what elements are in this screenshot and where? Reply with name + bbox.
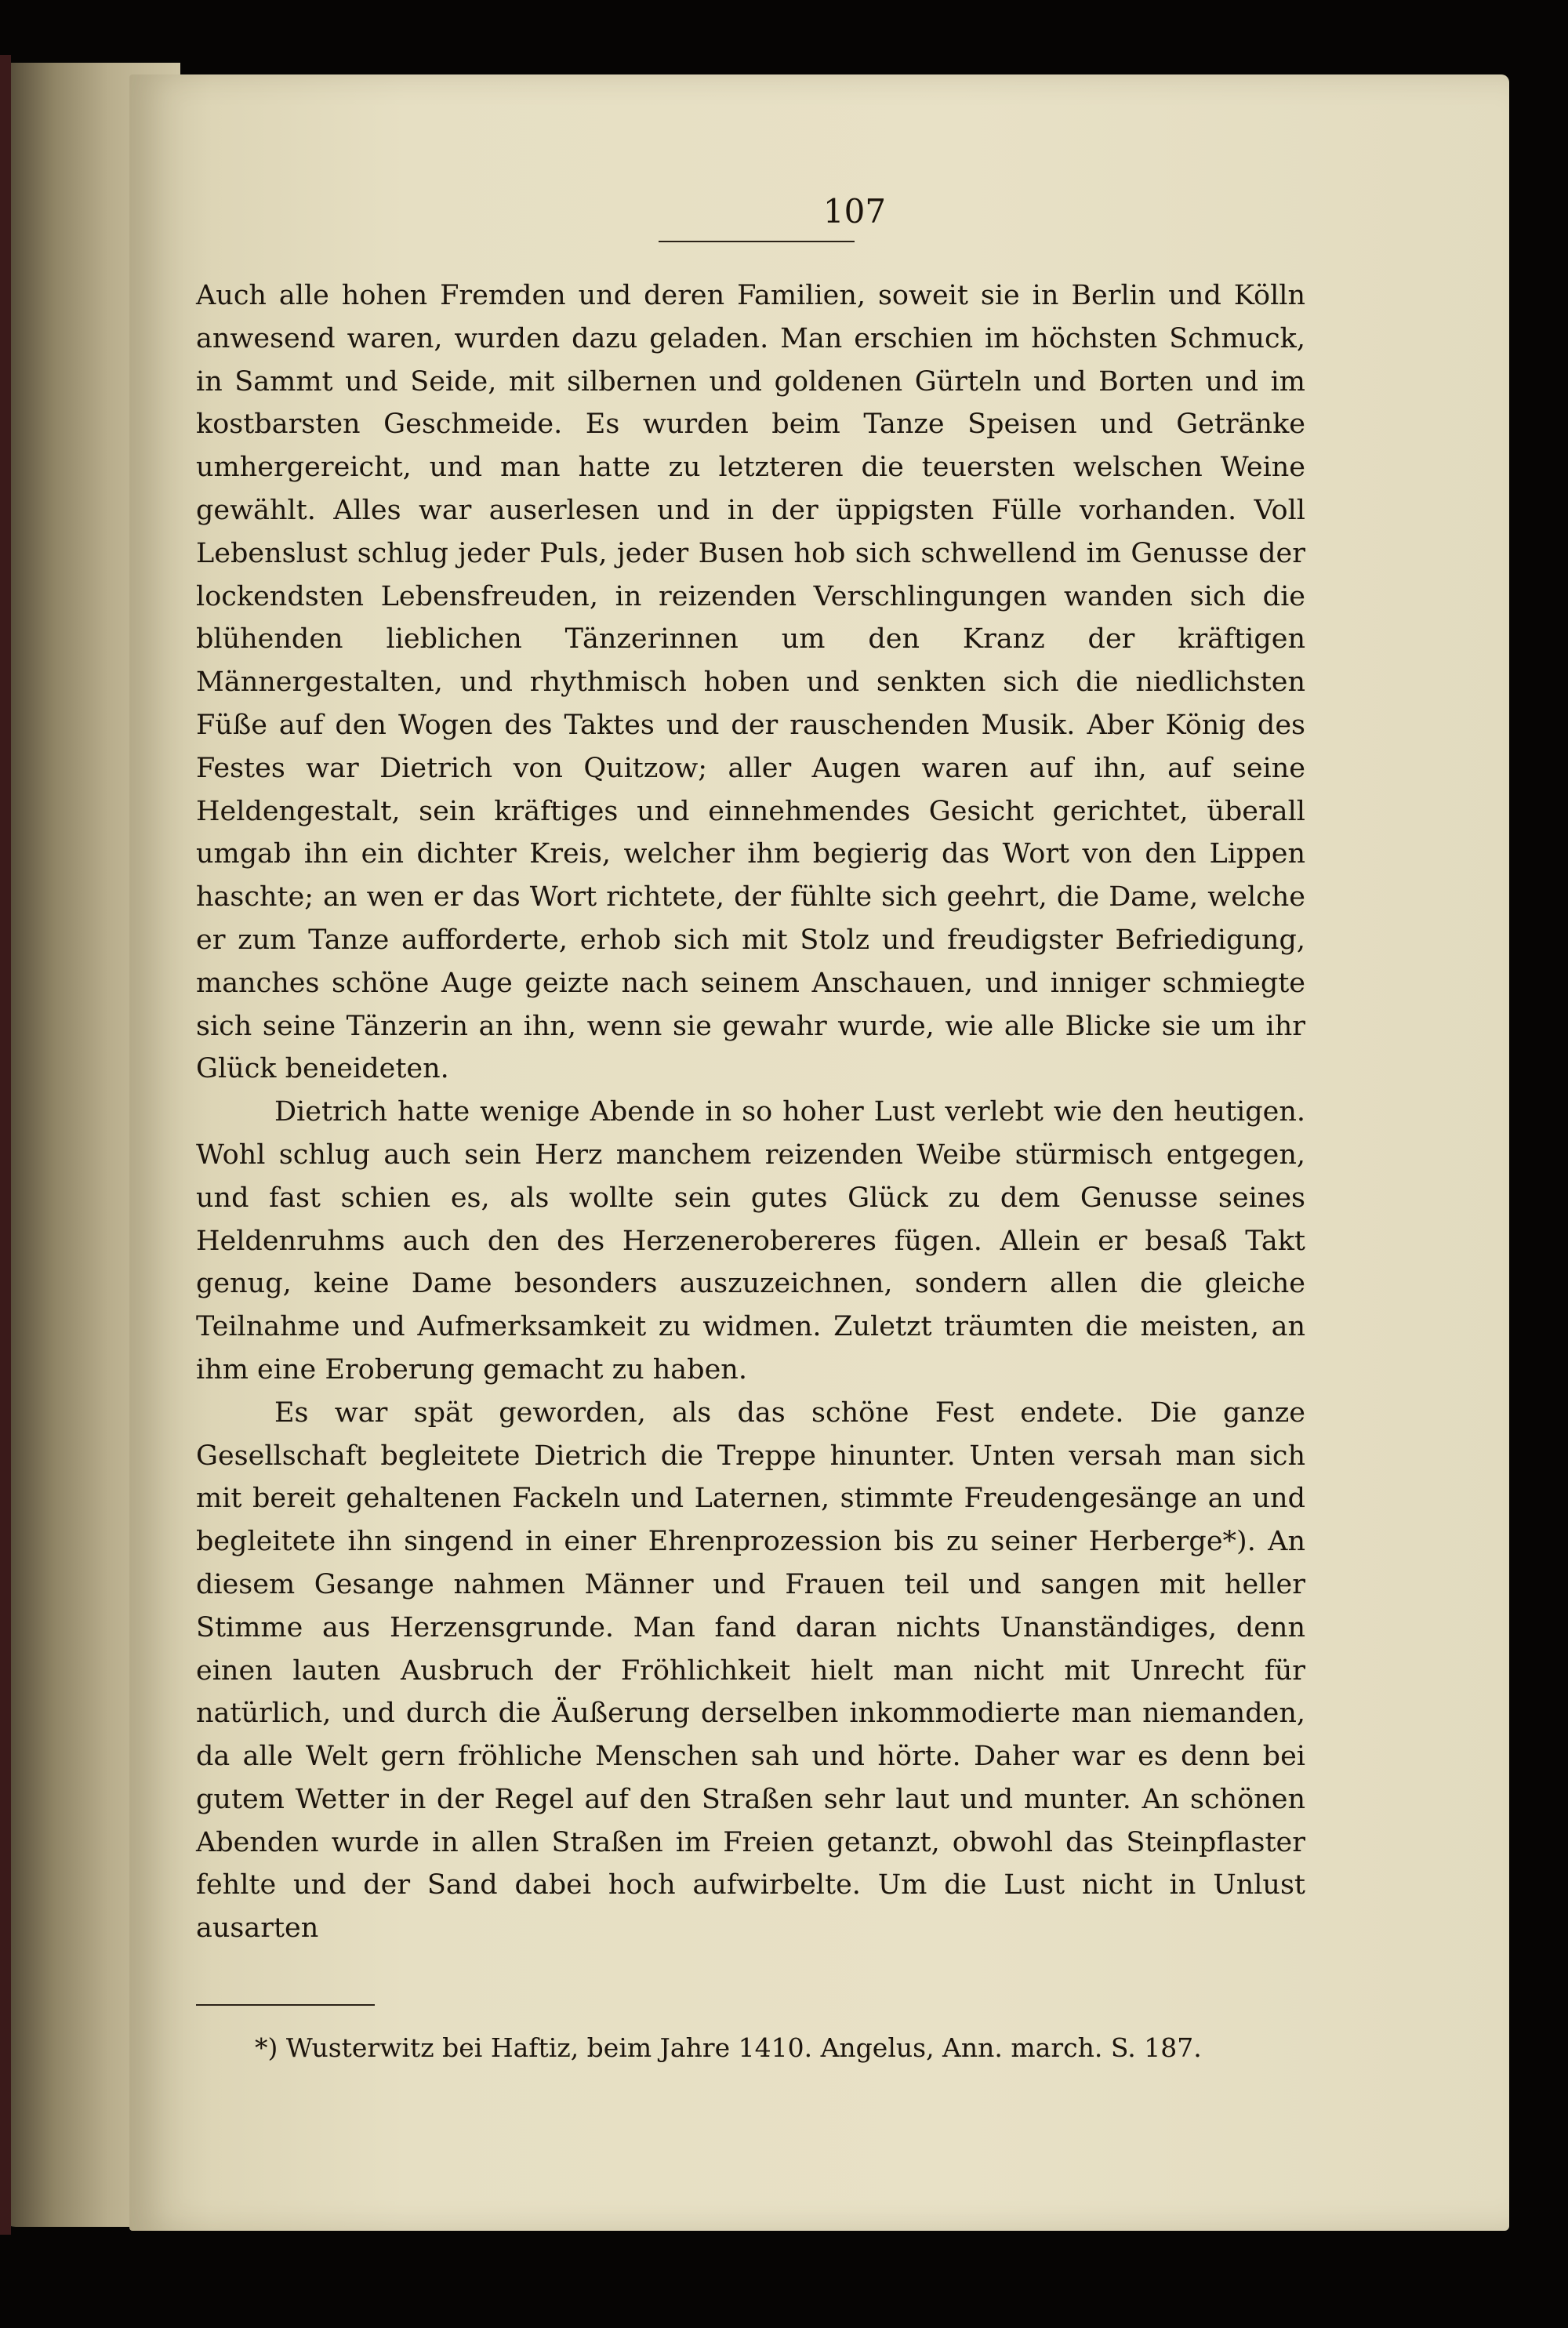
footnote-rule (196, 2004, 375, 2006)
paragraph-2: Dietrich hatte wenige Abende in so hoher Lust verlebt wie den heutigen. Wohl schlug auch sein Herz manchem reizenden Weibe stürmisch entgegen, und fast schien es, als wollte sein gutes Glück zu dem Genusse seines Heldenruhms auch den des Herzenerobereres fügen. Allein er besaß Takt genug, keine Dame besonders auszuzeichnen, sondern allen die gleiche Teilnahme und Aufmerksamkeit zu widmen. Zuletzt träumten die meisten, an ihm eine Eroberung gemacht zu haben. (196, 1096, 1305, 1386)
page-number-rule (659, 241, 855, 242)
body-text (196, 274, 1305, 1950)
footnote: *) Wusterwitz bei Haftiz, beim Jahre 1410. Angelus, Ann. march. S. 187. (255, 2032, 1202, 2063)
paragraph-3: Es war spät geworden, als das schöne Fest endete. Die ganze Gesellschaft begleitete Dietrich die Treppe hinunter. Unten versah man sich mit bereit gehaltenen Fackeln und Laternen, stimmte Freudengesänge an und begleitete ihn singend in einer Ehrenprozession bis zu seiner Herberge*). An diesem Gesange nahmen Männer und Frauen teil und sangen mit heller Stimme aus Herzensgrunde. Man fand daran nichts Unanständiges, denn einen lauten Ausbruch der Fröhlichkeit hielt man nicht mit Unrecht für natürlich, und durch die Äußerung derselben inkommodierte man niemanden, da alle Welt gern fröhliche Menschen sah und hörte. Daher war es denn bei gutem Wetter in der Regel auf den Straßen sehr laut und munter. An schönen Abenden wurde in allen Straßen im Freien getanzt, obwohl das Steinpflaster fehlte und der Sand dabei hoch aufwirbelte. Um die Lust nicht in Unlust ausarten (196, 1396, 1305, 1945)
paragraph-1: Auch alle hohen Fremden und deren Familien, soweit sie in Berlin und Kölln anwesend waren, wurden dazu geladen. Man erschien im höchsten Schmuck, in Sammt und Seide, mit silbernen und goldenen Gürteln und Borten und im kostbarsten Geschmeide. Es wurden beim Tanze Speisen und Getränke umhergereicht, und man hatte zu letzteren die teuersten welschen Weine gewählt. Alles war auserlesen und in der üppigsten Fülle vorhanden. Voll Lebenslust schlug jeder Puls, jeder Busen hob sich schwellend im Genusse der lockendsten Lebensfreuden, in reizenden Verschlingungen wanden sich die blühenden lieblichen Tänzerinnen um den Kranz der kräftigen Männergestalten, und rhythmisch hoben und senkten sich die niedlichsten Füße auf den Wogen des Taktes und der rauschenden Musik. Aber König des Festes war Dietrich von Quitzow; aller Augen waren auf ihn, auf seine Heldengestalt, sein kräftiges und einnehmendes Gesicht gerichtet, überall umgab ihn ein dichter Kreis, welcher ihm begierig das Wort von den Lippen haschte; an wen er das Wort richtete, der fühlte sich geehrt, die Dame, welche er zum Tanze aufforderte, erhob sich mit Stolz und freudigster Befriedigung, manches schöne Auge geizte nach seinem Anschauen, und inniger schmiegte sich seine Tänzerin an ihn, wenn sie gewahr wurde, wie alle Blicke sie um ihr Glück beneideten. (196, 280, 1305, 1085)
book-page (129, 74, 1509, 2231)
book-spine (0, 55, 11, 2235)
page-number: 107 (822, 192, 887, 231)
